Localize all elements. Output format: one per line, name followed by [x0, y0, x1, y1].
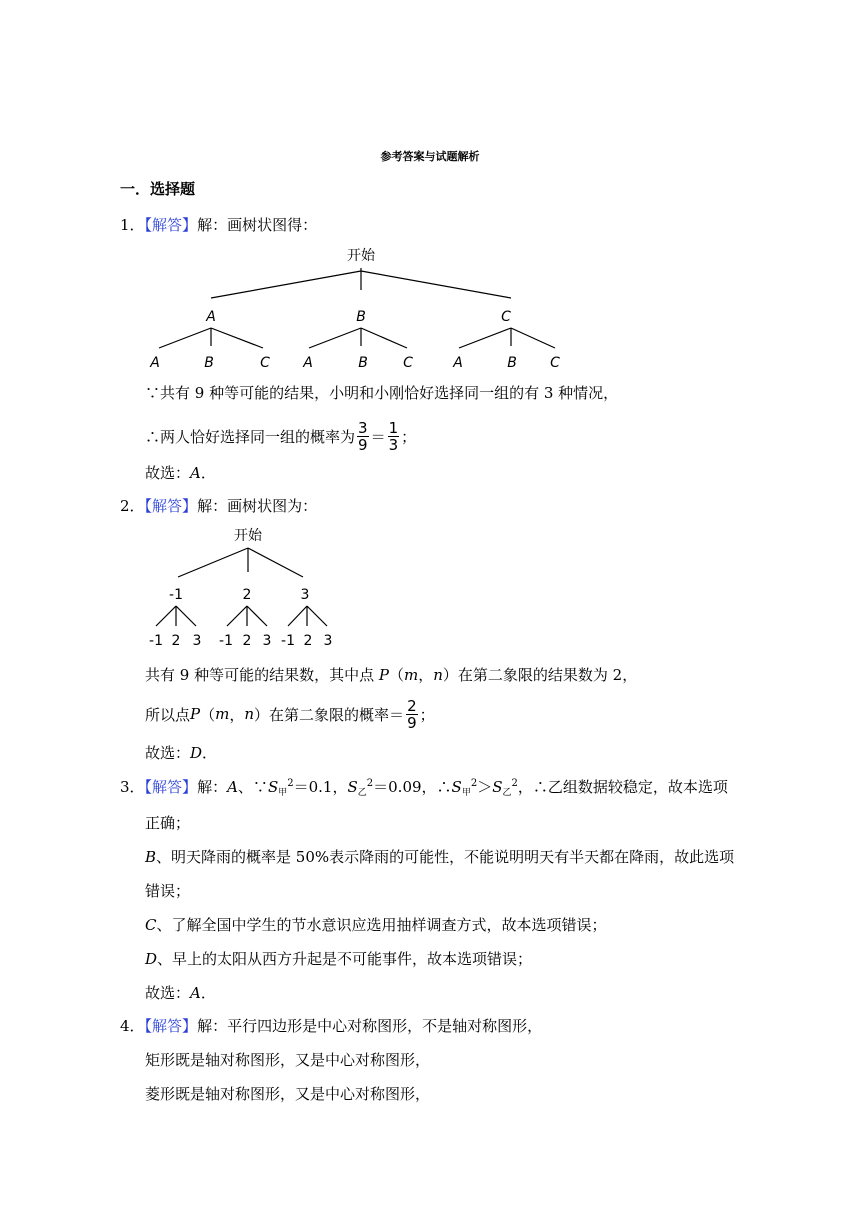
q3-answer-choice: A	[190, 984, 201, 1002]
q2-tree-l2-b1: 2	[171, 633, 181, 649]
q2-var-m-2: m	[215, 705, 230, 723]
q2-fraction	[406, 698, 418, 731]
q1-tree-l1-c: C	[501, 309, 511, 325]
q1-tree-l2-c3: C	[550, 355, 560, 371]
q2-tree-l2-b3: 2	[303, 633, 313, 649]
q1-fraction-2-den: 3	[388, 435, 399, 454]
q3-option-a-cont: 正确；	[145, 814, 191, 832]
q3-s-jia-2: S	[451, 778, 462, 796]
q2-tree-l1-b: 2	[242, 587, 252, 603]
q2-point-p: P	[378, 666, 389, 684]
q2-var-n: n	[433, 666, 443, 684]
q1-tree-l2-b3: B	[507, 355, 517, 371]
q1-equals: ＝	[370, 427, 386, 446]
q2-line1-b: ）在第二象限的结果数为 2，	[442, 666, 638, 684]
q2-answer-prefix: 故选：	[145, 744, 191, 762]
q4-line1-text: 解：平行四边形是中心对称图形，不是轴对称图形，	[197, 1017, 543, 1035]
q3-option-c-text: 、了解全国中学生的节水意识应选用抽样调查方式，故本选项错误；	[156, 916, 607, 934]
q2-answer-choice: D	[190, 744, 203, 762]
q3-s-yi: S	[347, 778, 358, 796]
q3-answer-prefix: 故选：	[145, 984, 191, 1002]
q2-var-n-2: n	[244, 705, 255, 723]
q4-number: 4．	[120, 1017, 145, 1035]
q2-tree-l2-c1: 3	[192, 633, 202, 649]
q2-line1	[145, 664, 637, 685]
q4-answer-tag: 【解答】	[144, 1017, 198, 1035]
q1-tree-l2-a3: A	[453, 355, 463, 371]
q3-sup-jia-2: 2	[470, 778, 478, 789]
q3-option-d-text: 、早上的太阳从西方升起是不可能事件，故本选项错误；	[157, 950, 533, 968]
q2-comma-2: ，	[229, 705, 245, 724]
q3-a2: ＝0.1，	[293, 778, 348, 796]
q3-sup-jia: 2	[287, 778, 294, 789]
q3-option-a-line: 3．【解答】解：A、$\because S_甲^2=0.1$，$S_乙^2=0.09$，$\therefore S_甲^2>S_乙^2$，∴乙组数据较稳定，故本选项	[120, 778, 728, 798]
q1-answer-choice: A	[190, 464, 201, 482]
q3-a1: 、∵	[237, 778, 268, 796]
q1-number: 1．	[120, 216, 145, 234]
q3-sub-yi-2: 乙	[502, 788, 512, 798]
q3-answer-tag: 【解答】	[144, 778, 198, 796]
q1-fraction-1	[357, 420, 369, 453]
q2-tree-l2-c3: 3	[323, 633, 333, 649]
q3-number: 3．	[120, 778, 145, 796]
q1-tree-l2-b2: B	[358, 355, 368, 371]
q2-paren-open-2: （	[200, 705, 216, 724]
q3-a3: ＝0.09，∴	[373, 778, 452, 796]
q3-option-d-line	[145, 948, 532, 969]
q1-fraction-2	[388, 420, 400, 453]
q1-intro-line	[120, 214, 317, 235]
q2-line1-a: 共有 9 种等可能的结果数，其中点	[145, 666, 379, 684]
q1-fraction-1-den: 9	[358, 435, 368, 454]
q2-tree-l1-c: 3	[300, 587, 310, 603]
q1-line1: ∵共有 9 种等可能的结果，小明和小刚恰好选择同一组的有 3 种情况，	[145, 384, 619, 402]
q3-option-b-label: B	[145, 848, 157, 866]
q3-option-b-text: 、明天降雨的概率是 50%表示降雨的可能性，不能说明明天有半天都在降雨，故此选项	[156, 848, 735, 866]
q2-var-m: m	[403, 666, 419, 684]
q3-option-c-label: C	[145, 916, 157, 934]
q1-tree-l1-a: A	[206, 309, 216, 325]
q2-answer-end: ．	[202, 744, 218, 762]
q2-tree-root: 开始	[234, 528, 262, 544]
q3-s-jia: S	[267, 778, 279, 796]
q3-option-b-line	[145, 846, 734, 867]
q1-fraction-2-num: 1	[388, 418, 399, 437]
q2-answer-line	[145, 742, 217, 763]
q2-point-p-2: P	[190, 705, 201, 723]
q2-tree-l1-a: -1	[169, 587, 183, 603]
q1-tree-l2-a2: A	[303, 355, 313, 371]
q3-sup-yi: 2	[366, 778, 374, 789]
q3-sub-jia-2: 甲	[461, 788, 471, 798]
page-title: 参考答案与试题解析	[380, 150, 480, 163]
q1-line2-end: ；	[401, 427, 417, 446]
section-heading: 一．选择题	[120, 180, 196, 198]
q1-tree-l2-a1: A	[150, 355, 160, 371]
q1-intro: 解：画树状图得：	[197, 216, 318, 234]
q4-line1	[120, 1015, 542, 1036]
q3-option-d-label: D	[145, 950, 158, 968]
q2-line2-end: ；	[419, 705, 435, 724]
q4-line3: 菱形既是轴对称图形，又是中心对称图形，	[145, 1085, 431, 1103]
q3-sub-jia: 甲	[278, 788, 288, 798]
q1-answer-prefix: 故选：	[145, 464, 191, 482]
q2-intro: 解：画树状图为：	[197, 497, 318, 515]
q3-answer-end: ．	[200, 984, 216, 1002]
q3-s-yi-2: S	[492, 778, 503, 796]
q1-tree-root: 开始	[347, 248, 375, 264]
q1-tree-l2-c1: C	[260, 355, 270, 371]
q1-line2-text: ∴两人恰好选择同一组的概率为	[145, 427, 356, 446]
q2-tree-diagram	[142, 522, 342, 650]
q3-option-c-line	[145, 914, 607, 935]
q1-tree-l2-c2: C	[403, 355, 413, 371]
q2-tree-l2-a2: -1	[219, 633, 233, 649]
q1-answer-tag: 【解答】	[144, 216, 198, 234]
q3-a4: ，∴乙组数据较稳定，故本选项	[517, 778, 728, 796]
q3-gt: ＞	[477, 778, 493, 796]
q1-answer-line	[145, 462, 216, 483]
q1-answer-end: ．	[200, 464, 216, 482]
q2-tree-l2-a3: -1	[281, 633, 295, 649]
q2-tree-l2-c2: 3	[262, 633, 272, 649]
q2-line2-b: ）在第二象限的概率＝	[254, 705, 405, 724]
q2-number: 2．	[120, 497, 145, 515]
q1-tree-l1-b: B	[356, 309, 366, 325]
q2-paren-open: （	[388, 666, 404, 684]
q3-option-a-label: A	[227, 778, 238, 796]
q2-comma: ，	[418, 666, 434, 684]
q4-line2: 矩形既是轴对称图形，又是中心对称图形，	[145, 1051, 431, 1069]
q1-fraction-1-num: 3	[358, 418, 368, 437]
q2-line2	[145, 696, 435, 732]
q2-intro-line	[120, 495, 317, 516]
q2-line2-a: 所以点	[145, 705, 191, 724]
q1-tree-l2-b1: B	[204, 355, 214, 371]
q3-option-b-cont: 错误；	[145, 882, 191, 900]
q3-answer-line	[145, 982, 216, 1003]
q2-tree-l2-b2: 2	[242, 633, 252, 649]
q2-fraction-num: 2	[407, 696, 417, 715]
q2-fraction-den: 9	[407, 713, 417, 732]
q1-line2	[145, 418, 416, 454]
q2-answer-tag: 【解答】	[144, 497, 198, 515]
q1-tree-diagram	[145, 240, 565, 372]
q3-sub-yi: 乙	[357, 788, 367, 798]
q2-tree-l2-a1: -1	[149, 633, 163, 649]
q3-sup-yi-2: 2	[511, 778, 518, 789]
